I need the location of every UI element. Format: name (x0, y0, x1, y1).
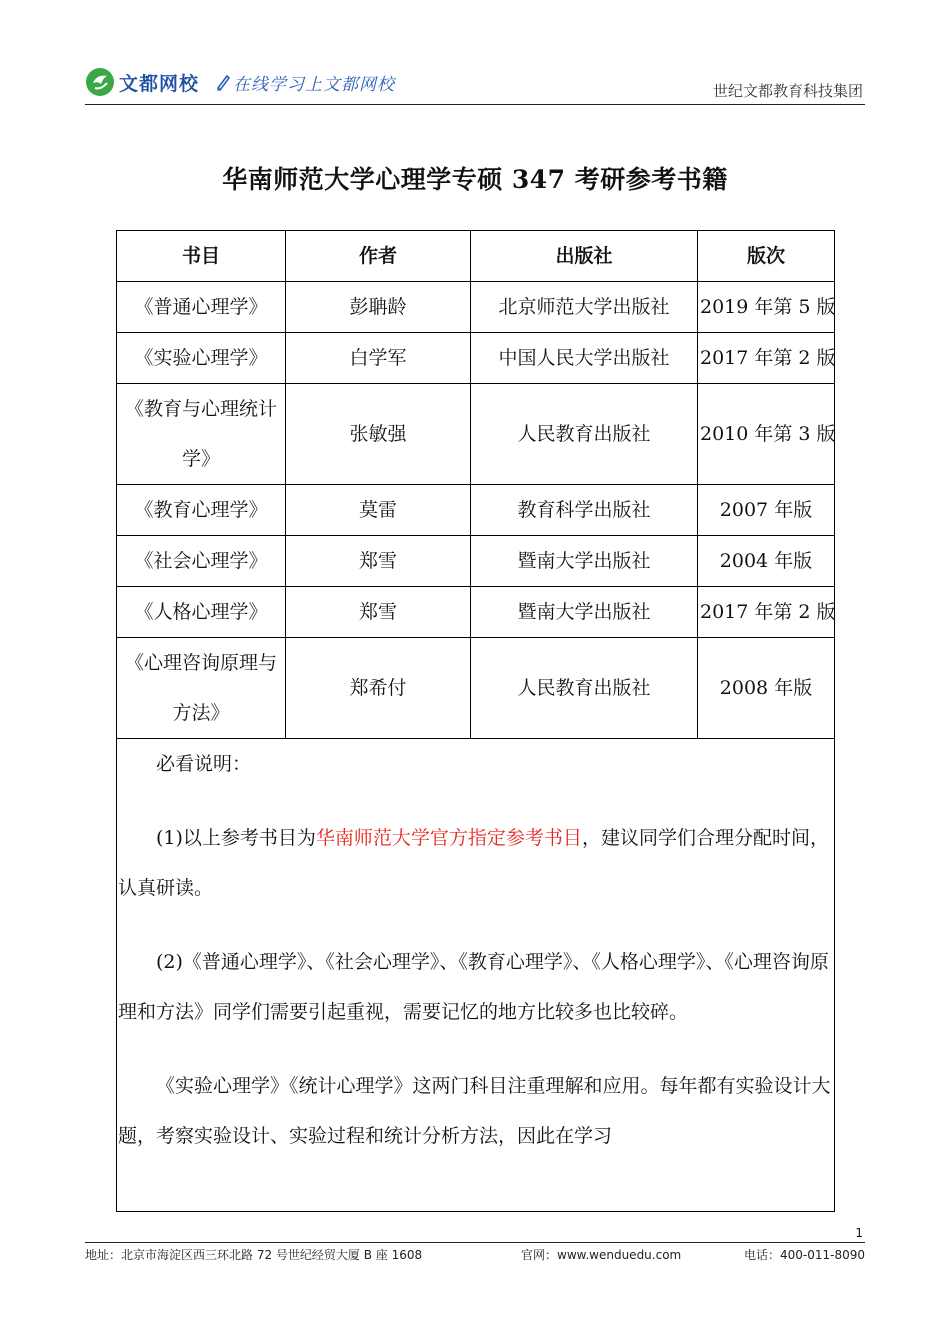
edition-cell: 2008 年版 (698, 638, 835, 739)
note-paragraph-2: (2)《普通心理学》、《社会心理学》、《教育心理学》、《人格心理学》、《心理咨询原理和方法》同学们需要引起重视，需要记忆的地方比较多也比较碎。 (118, 951, 829, 1023)
book-cell: 《教育与心理统计学》 (117, 384, 286, 485)
footer-website: 官网：www.wenduedu.com (521, 1248, 682, 1262)
note-paragraph-1 (117, 813, 834, 913)
publisher-cell: 中国人民大学出版社 (471, 333, 698, 384)
note-1-highlight: 华南师范大学官方指定参考书目 (315, 827, 582, 849)
wendu-logo (85, 64, 395, 100)
logo-text: 文都网校 (119, 72, 200, 95)
book-cell: 《实验心理学》 (117, 333, 286, 384)
edition-cell: 2017 年第 2 版 (698, 587, 835, 638)
author-cell: 白学军 (286, 333, 471, 384)
table-row (117, 638, 835, 739)
book-cell: 《社会心理学》 (117, 536, 286, 587)
edition-cell: 2004 年版 (698, 536, 835, 587)
author-cell: 莫雷 (286, 485, 471, 536)
notes-cell (117, 739, 835, 1212)
reference-books-table (116, 230, 835, 1212)
header-edition: 版次 (698, 231, 835, 282)
wendu-logo-icon (85, 67, 115, 97)
edition-cell: 2019 年第 5 版 (698, 282, 835, 333)
notes-heading: 必看说明： (156, 753, 252, 775)
table-row (117, 536, 835, 587)
author-cell: 彭聃龄 (286, 282, 471, 333)
table-row (117, 485, 835, 536)
edition-cell: 2007 年版 (698, 485, 835, 536)
footer-phone: 电话：400-011-8090 (743, 1248, 865, 1262)
edition-cell: 2010 年第 3 版 (698, 384, 835, 485)
book-cell: 《心理咨询原理与方法》 (117, 638, 286, 739)
notes-row (117, 739, 835, 1212)
pencil-icon (215, 73, 231, 91)
slogan-text: 在线学习上文都网校 (233, 74, 396, 95)
footer-address: 地址：北京市海淀区西三环北路 72 号世纪经贸大厦 B 座 1608 (85, 1248, 423, 1262)
page-title: 华南师范大学心理学专硕 347 考研参考书籍 (222, 165, 728, 194)
note-1-prefix: (1)以上参考书目为 (156, 827, 316, 849)
publisher-cell: 教育科学出版社 (471, 485, 698, 536)
table-row (117, 282, 835, 333)
book-cell: 《普通心理学》 (117, 282, 286, 333)
table-row (117, 384, 835, 485)
company-name: 世纪文都教育科技集团 (712, 82, 863, 100)
table-row (117, 333, 835, 384)
edition-cell: 2017 年第 2 版 (698, 333, 835, 384)
page-number: 1 (855, 1226, 863, 1240)
author-cell: 郑希付 (286, 638, 471, 739)
note-1-suffix: ，建议同学们合理分配时间，认真研读。 (118, 827, 829, 899)
publisher-cell: 人民教育出版社 (471, 638, 698, 739)
author-cell: 郑雪 (286, 587, 471, 638)
note-paragraph-3: 《实验心理学》《统计心理学》这两门科目注重理解和应用。每年都有实验设计大题，考察实验设计、实验过程和统计分析方法，因此在学习 (118, 1075, 831, 1147)
publisher-cell: 人民教育出版社 (471, 384, 698, 485)
book-cell: 《教育心理学》 (117, 485, 286, 536)
publisher-cell: 北京师范大学出版社 (471, 282, 698, 333)
publisher-cell: 暨南大学出版社 (471, 587, 698, 638)
book-cell: 《人格心理学》 (117, 587, 286, 638)
author-cell: 张敏强 (286, 384, 471, 485)
footer-rule (85, 1242, 865, 1243)
author-cell: 郑雪 (286, 536, 471, 587)
table-header-row (117, 231, 835, 282)
publisher-cell: 暨南大学出版社 (471, 536, 698, 587)
slogan (215, 70, 395, 95)
header-book: 书目 (117, 231, 286, 282)
page-header (85, 62, 865, 105)
header-publisher: 出版社 (471, 231, 698, 282)
header-author: 作者 (286, 231, 471, 282)
table-row (117, 587, 835, 638)
